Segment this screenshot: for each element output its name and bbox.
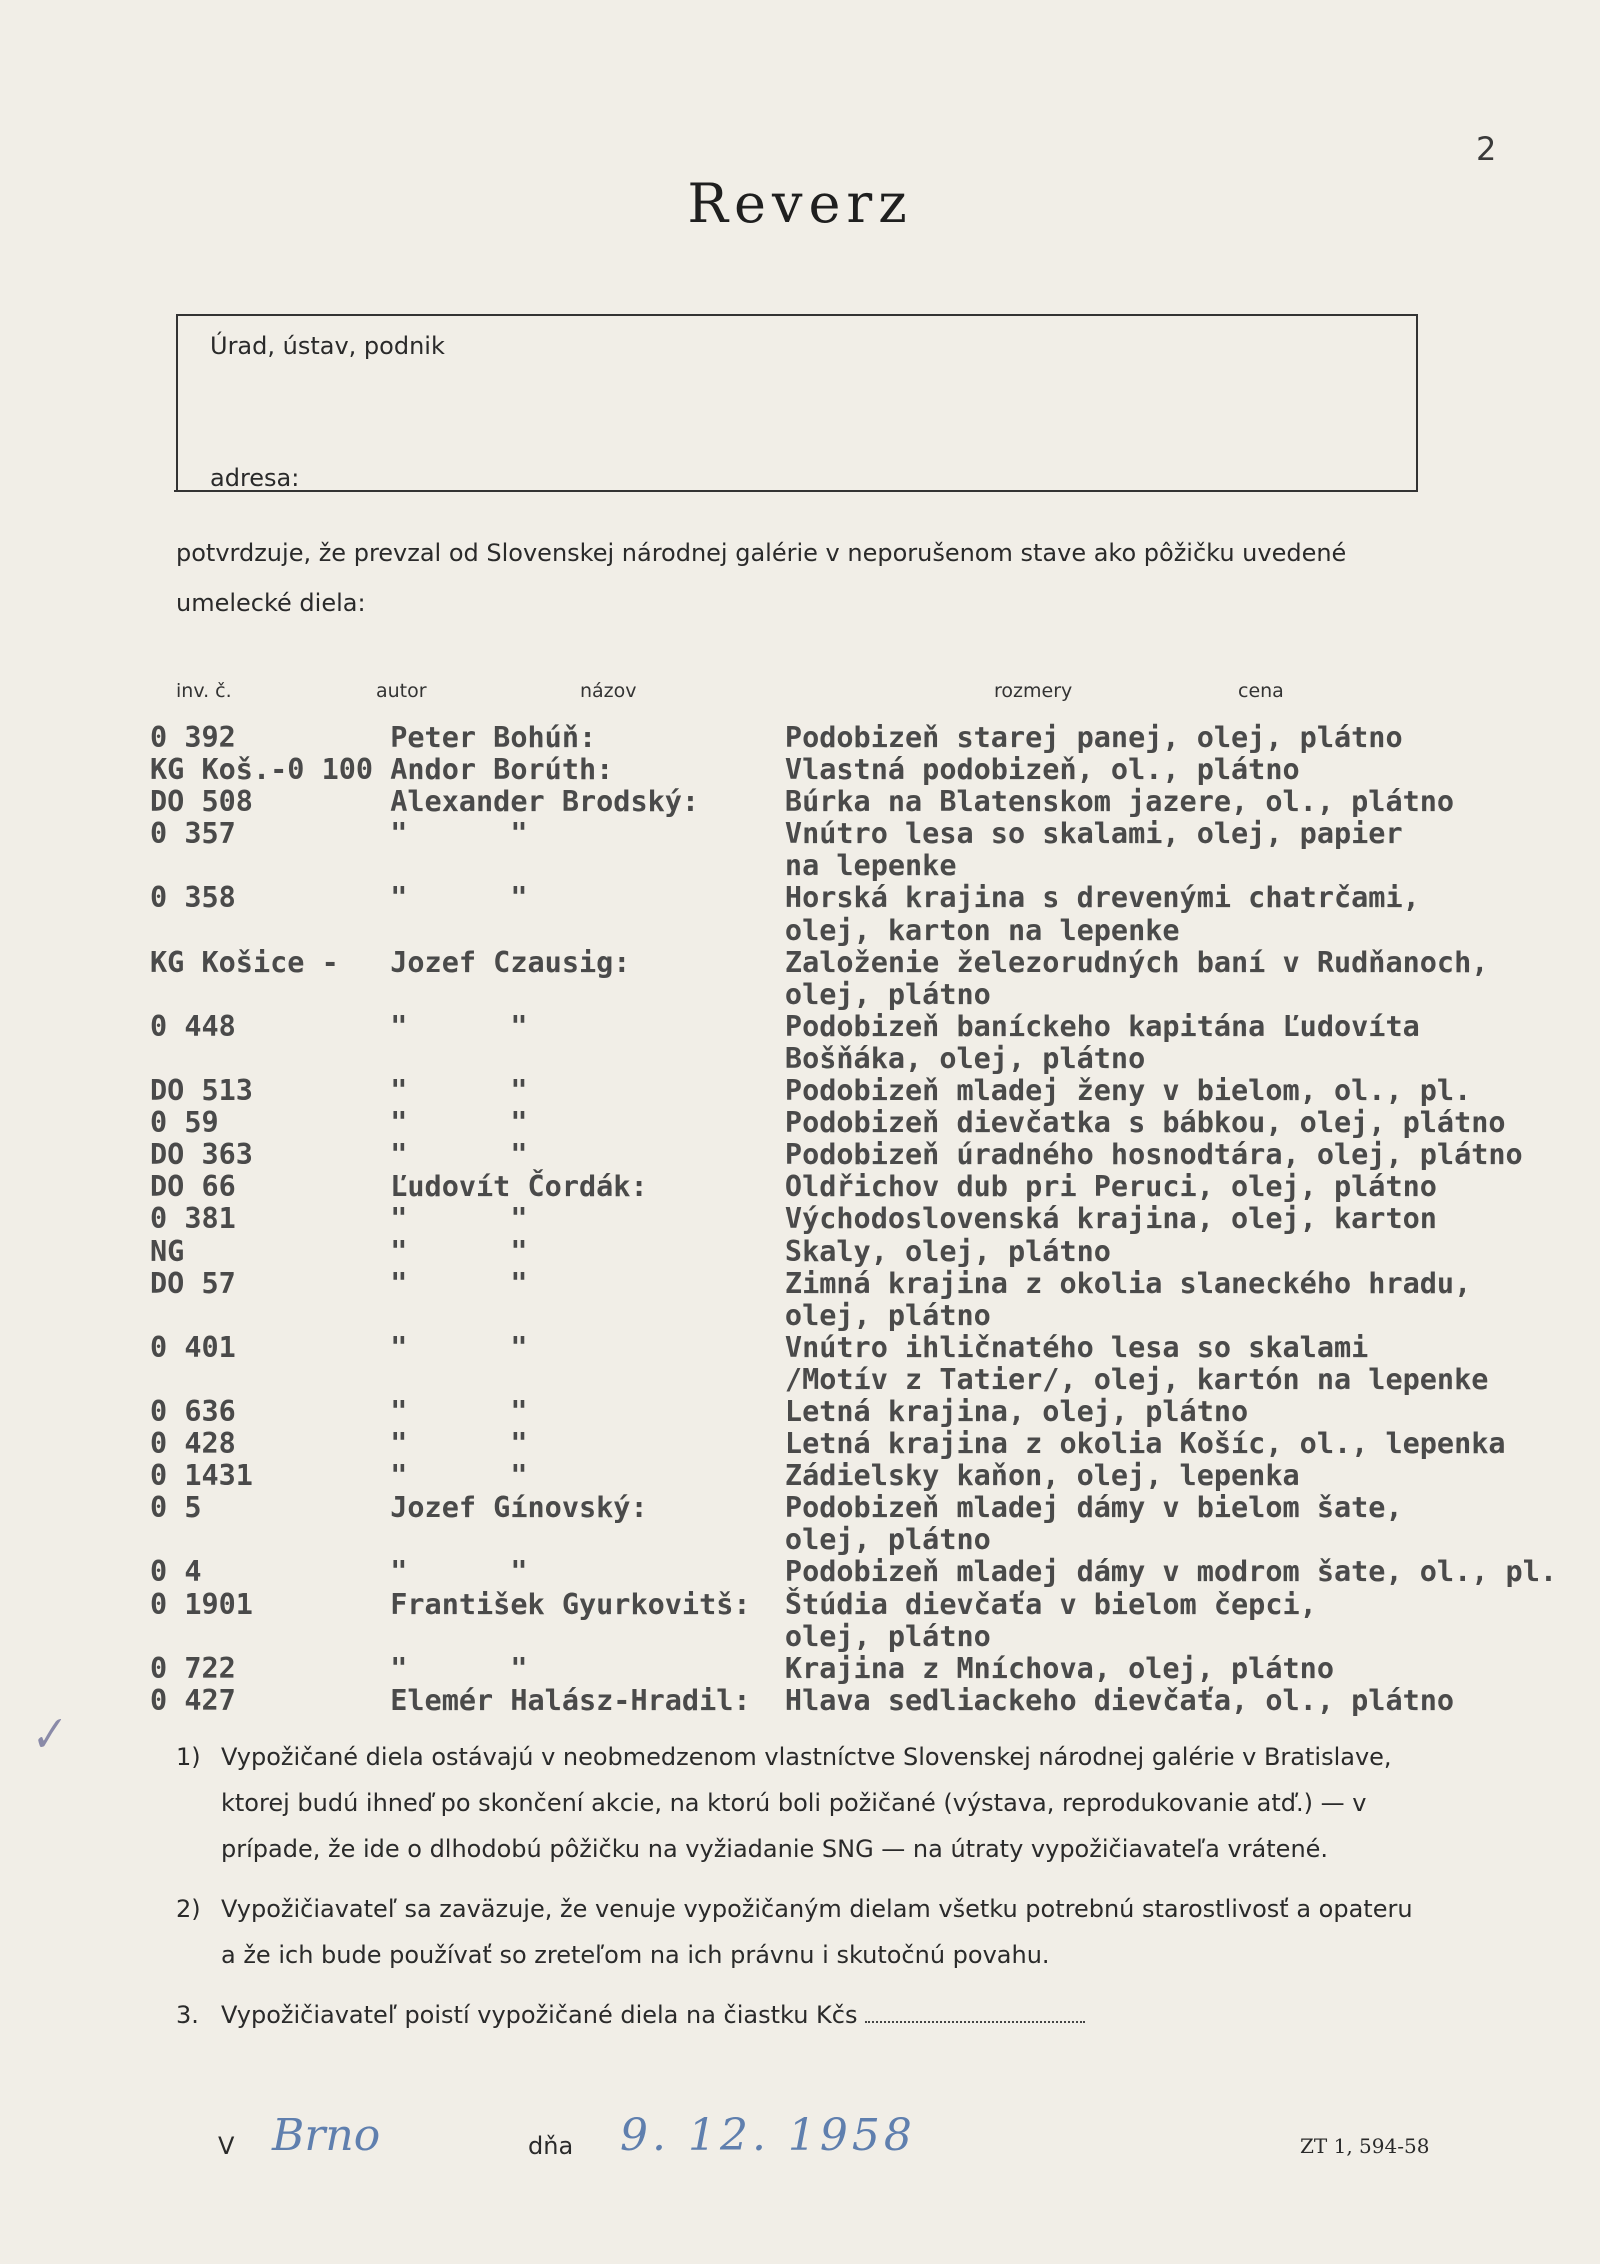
- artwork-row: [150, 786, 1570, 818]
- artwork-author: " ": [390, 817, 768, 851]
- column-header-title: názov: [580, 680, 637, 702]
- condition-text: Vypožičiavateľ sa zaväzuje, že venuje vypožičaným dielam všetku potrebnú starostlivosť a opateru a že ich bude používať so zreteľom na ich právnu i skutočnú povahu.: [221, 1895, 1413, 1969]
- artwork-inventory-number: 0 5: [150, 1491, 374, 1525]
- artwork-inventory-number: 0 357: [150, 817, 374, 851]
- artwork-author: " ": [390, 1427, 768, 1461]
- artwork-author: Peter Bohúň:: [390, 721, 768, 754]
- artwork-row: [150, 1236, 1570, 1268]
- artwork-title: olej, plátno: [784, 1298, 991, 1332]
- footer: [0, 2110, 1600, 2190]
- artwork-inventory-number: 0 392: [150, 721, 374, 754]
- artwork-row: [150, 915, 1570, 947]
- artwork-author: " ": [390, 1651, 768, 1685]
- artwork-inventory-number: KG Koš.-0 100: [150, 753, 374, 787]
- artwork-author: " ": [390, 1394, 768, 1428]
- artwork-author: " ": [390, 1202, 768, 1236]
- artwork-author: Elemér Halász-Hradil:: [390, 1683, 768, 1717]
- artwork-author: " ": [390, 1138, 768, 1172]
- condition-number: 3.: [176, 2001, 199, 2029]
- artwork-author: [390, 1299, 768, 1332]
- office-box-bottom-rule: [174, 490, 1418, 492]
- artwork-row: [150, 818, 1570, 850]
- artwork-row: [150, 1203, 1570, 1235]
- artwork-inventory-number: [150, 1363, 373, 1396]
- artwork-inventory-number: NG: [150, 1234, 374, 1268]
- artwork-title: Skaly, olej, plátno: [784, 1234, 1111, 1268]
- artwork-inventory-number: [150, 849, 373, 882]
- margin-pencil-mark: ✓: [23, 1706, 70, 1765]
- artwork-row: [150, 1460, 1570, 1492]
- column-header-dimensions: rozmery: [994, 680, 1073, 702]
- condition-text: Vypožičiavateľ poistí vypožičané diela na čiastku Kčs: [221, 2001, 858, 2029]
- artwork-inventory-number: 0 401: [150, 1330, 374, 1364]
- column-header-inv: inv. č.: [176, 680, 232, 702]
- artwork-author: [390, 1363, 768, 1396]
- column-header-price: cena: [1238, 680, 1284, 702]
- artwork-title: Východoslovenská krajina, olej, karton: [784, 1202, 1437, 1236]
- artwork-inventory-number: [150, 914, 373, 947]
- artwork-inventory-number: [150, 1299, 373, 1332]
- artwork-inventory-number: DO 508: [150, 785, 374, 819]
- artwork-row: [150, 1589, 1570, 1621]
- artwork-inventory-number: 0 636: [150, 1394, 374, 1428]
- intro-text: potvrdzuje, že prevzal od Slovenskej národnej galérie v neporušenom stave ako pôžičku uvedené umelecké diela:: [176, 539, 1347, 617]
- artwork-inventory-number: [150, 1042, 373, 1075]
- handwritten-place: Brno: [272, 2110, 381, 2161]
- artwork-title: Bošňáka, olej, plátno: [784, 1041, 1146, 1075]
- artwork-author: " ": [390, 1459, 768, 1493]
- artwork-inventory-number: [150, 978, 373, 1011]
- office-label: Úrad, ústav, podnik: [210, 332, 445, 360]
- artwork-author: " ": [390, 1074, 768, 1108]
- column-header-author: autor: [376, 680, 427, 702]
- artwork-title: Oldřichov dub pri Peruci, olej, plátno: [784, 1170, 1437, 1204]
- artwork-row: [150, 1332, 1570, 1364]
- artwork-row: [150, 882, 1570, 914]
- artwork-author: [390, 849, 768, 882]
- artwork-author: [390, 978, 768, 1011]
- artwork-author: Andor Borúth:: [390, 753, 768, 787]
- artwork-inventory-number: DO 513: [150, 1074, 374, 1108]
- artwork-row: [150, 1364, 1570, 1396]
- artwork-title: Vnútro ihličnatého lesa so skalami: [784, 1330, 1369, 1364]
- artwork-inventory-number: DO 57: [150, 1266, 374, 1300]
- artwork-author: [390, 1620, 768, 1653]
- amount-blank-line: [865, 1999, 1085, 2023]
- artwork-title: Vnútro lesa so skalami, olej, papier: [784, 817, 1403, 851]
- artwork-author: " ": [390, 1106, 768, 1140]
- artwork-title: olej, plátno: [784, 1523, 991, 1557]
- artwork-title: na lepenke: [784, 849, 957, 883]
- artwork-author: " ": [390, 1234, 768, 1268]
- artwork-author: Alexander Brodský:: [390, 785, 768, 819]
- artwork-inventory-number: 0 59: [150, 1106, 374, 1140]
- artwork-row: [150, 722, 1570, 754]
- condition-1: [176, 1734, 1426, 1872]
- artwork-row: [150, 1556, 1570, 1588]
- artwork-title: Horská krajina s drevenými chatrčami,: [784, 881, 1420, 915]
- artwork-author: " ": [390, 881, 768, 915]
- handwritten-date: 9. 12. 1958: [620, 2110, 916, 2161]
- artwork-title: Letná krajina z okolia Košíc, ol., lepenka: [784, 1427, 1506, 1461]
- place-label: V: [218, 2132, 235, 2160]
- address-label: adresa:: [210, 464, 300, 492]
- condition-number: 1): [176, 1743, 201, 1771]
- artwork-row: [150, 979, 1570, 1011]
- artwork-title: Podobizeň dievčatka s bábkou, olej, plátno: [784, 1106, 1506, 1140]
- artwork-row: [150, 1171, 1570, 1203]
- form-code: ZT 1, 594-58: [1300, 2134, 1430, 2158]
- artwork-author: [390, 914, 768, 947]
- artwork-row: [150, 1075, 1570, 1107]
- artwork-title: olej, plátno: [784, 1619, 991, 1653]
- artwork-inventory-number: 0 1901: [150, 1587, 374, 1621]
- artwork-author: [390, 1042, 768, 1075]
- artwork-inventory-number: KG Košice -: [150, 945, 374, 979]
- condition-2: [176, 1886, 1426, 1978]
- artwork-inventory-number: [150, 1523, 373, 1556]
- artwork-title: olej, karton na lepenke: [784, 913, 1180, 947]
- artwork-row: [150, 1428, 1570, 1460]
- artwork-title: Letná krajina, olej, plátno: [784, 1394, 1249, 1428]
- artwork-author: František Gyurkovitš:: [390, 1587, 768, 1621]
- artwork-row: [150, 1492, 1570, 1524]
- artwork-title: Krajina z Mníchova, olej, plátno: [784, 1651, 1334, 1685]
- artwork-inventory-number: DO 363: [150, 1138, 374, 1172]
- artwork-row: [150, 1524, 1570, 1556]
- document-title: Reverz: [687, 172, 913, 235]
- artwork-title: Založenie železorudných baní v Rudňanoch,: [784, 945, 1489, 979]
- artwork-author: " ": [390, 1009, 768, 1043]
- artwork-title: olej, plátno: [784, 977, 991, 1011]
- artwork-row: [150, 1139, 1570, 1171]
- artwork-title: Podobizeň starej panej, olej, plátno: [784, 721, 1403, 754]
- artwork-title: Vlastná podobizeň, ol., plátno: [784, 753, 1300, 787]
- artwork-title: Hlava sedliackeho dievčaťa, ol., plátno: [784, 1683, 1455, 1717]
- artwork-inventory-number: 0 1431: [150, 1459, 374, 1493]
- artwork-row: [150, 1621, 1570, 1653]
- condition-3: [176, 1992, 1426, 2038]
- artwork-inventory-number: 0 4: [150, 1555, 374, 1589]
- artwork-author: Ľudovít Čordák:: [390, 1170, 768, 1204]
- artwork-author: [390, 1523, 768, 1556]
- artwork-title: Podobizeň úradného hosnodtára, olej, plátno: [784, 1138, 1523, 1172]
- artwork-row: [150, 1043, 1570, 1075]
- artwork-title: Búrka na Blatenskom jazere, ol., plátno: [784, 785, 1455, 819]
- artwork-title: Podobizeň mladej dámy v modrom šate, ol., pl.: [784, 1555, 1558, 1589]
- artwork-row: [150, 1396, 1570, 1428]
- artwork-title: Podobizeň baníckeho kapitána Ľudovíta: [784, 1009, 1420, 1043]
- condition-number: 2): [176, 1895, 201, 1923]
- artwork-author: Jozef Czausig:: [390, 945, 768, 979]
- artwork-list: [150, 722, 1570, 1717]
- artwork-row: [150, 1107, 1570, 1139]
- artwork-title: Zimná krajina z okolia slaneckého hradu,: [784, 1266, 1472, 1300]
- artwork-author: " ": [390, 1330, 768, 1364]
- artwork-title: Podobizeň mladej dámy v bielom šate,: [784, 1491, 1403, 1525]
- artwork-inventory-number: DO 66: [150, 1170, 374, 1204]
- artwork-inventory-number: 0 358: [150, 881, 374, 915]
- artwork-title: Podobizeň mladej ženy v bielom, ol., pl.: [784, 1074, 1472, 1108]
- artwork-inventory-number: 0 722: [150, 1651, 374, 1685]
- artwork-inventory-number: 0 427: [150, 1683, 374, 1717]
- artwork-title: Zádielsky kaňon, olej, lepenka: [784, 1459, 1300, 1493]
- condition-text: Vypožičané diela ostávajú v neobmedzenom vlastníctve Slovenskej národnej galérie v Bratislave, ktorej budú ihneď po skončení akcie, na ktorú boli požičané (výstava, reprodukovanie atď.) — v prípade, že ide o dlhodobú pôžičku na vyžiadanie SNG — na útraty vypožičiavateľa vrátené.: [221, 1743, 1392, 1863]
- artwork-title: Štúdia dievčaťa v bielom čepci,: [784, 1587, 1317, 1621]
- artwork-inventory-number: [150, 1620, 373, 1653]
- artwork-row: [150, 947, 1570, 979]
- artwork-row: [150, 850, 1570, 882]
- artwork-inventory-number: 0 381: [150, 1202, 374, 1236]
- date-label: dňa: [528, 2132, 574, 2160]
- artwork-inventory-number: 0 428: [150, 1427, 374, 1461]
- artwork-title: /Motív z Tatier/, olej, kartón na lepenke: [784, 1362, 1489, 1396]
- artwork-row: [150, 1685, 1570, 1717]
- conditions: [176, 1734, 1426, 2052]
- artwork-row: [150, 1011, 1570, 1043]
- page-number: 2: [1476, 130, 1497, 168]
- artwork-author: " ": [390, 1266, 768, 1300]
- artwork-author: " ": [390, 1555, 768, 1589]
- artwork-row: [150, 754, 1570, 786]
- artwork-row: [150, 1300, 1570, 1332]
- artwork-inventory-number: 0 448: [150, 1009, 374, 1043]
- artwork-row: [150, 1653, 1570, 1685]
- artwork-author: Jozef Gínovský:: [390, 1491, 768, 1525]
- artwork-row: [150, 1268, 1570, 1300]
